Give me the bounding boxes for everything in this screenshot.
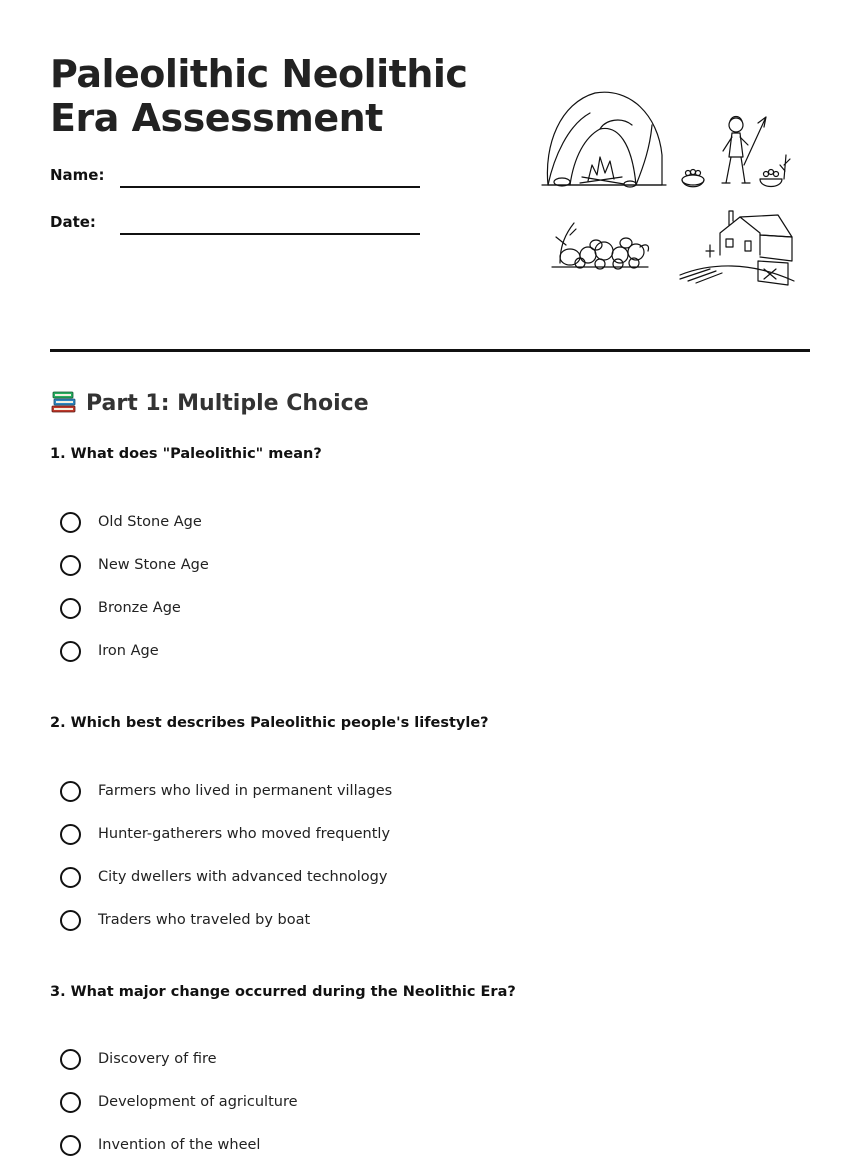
option-label: Hunter-gatherers who moved frequently [98,826,391,842]
hunter-with-spear-illustration [682,117,790,187]
header-illustrations [540,85,810,295]
question-3: 3. What major change occurred during the Neolithic Era? [50,984,516,1000]
question-2: 2. Which best describes Paleolithic people's lifestyle? [50,715,489,731]
option-label: Discovery of fire [98,1051,217,1067]
option-label: Farmers who lived in permanent villages [98,783,393,799]
radio-button[interactable] [60,512,81,533]
radio-button[interactable] [60,1135,81,1156]
harvest-produce-illustration [552,223,649,269]
books-icon [50,387,78,415]
radio-button[interactable] [60,555,81,576]
farmhouse-illustration [680,211,794,285]
radio-button[interactable] [60,1092,81,1113]
option-label: Bronze Age [98,600,181,616]
name-input-line[interactable] [120,186,420,188]
date-label: Date: [50,213,96,231]
radio-button[interactable] [60,1049,81,1070]
header-divider [50,349,810,352]
name-field [50,166,430,196]
radio-button[interactable] [60,641,81,662]
radio-button[interactable] [60,867,81,888]
name-label: Name: [50,166,105,184]
section-title-text: Part 1: Multiple Choice [86,391,369,416]
question-1: 1. What does "Paleolithic" mean? [50,446,322,462]
date-field [50,213,430,243]
option-label: Invention of the wheel [98,1137,261,1153]
option-label: Development of agriculture [98,1094,298,1110]
radio-button[interactable] [60,781,81,802]
option-label: Traders who traveled by boat [98,912,311,928]
option-label: City dwellers with advanced technology [98,869,388,885]
cave-fire-illustration [542,92,666,187]
option-label: Iron Age [98,643,159,659]
radio-button[interactable] [60,598,81,619]
option-label: Old Stone Age [98,514,202,530]
date-input-line[interactable] [120,233,420,235]
section-heading [50,388,369,420]
radio-button[interactable] [60,910,81,931]
option-label: New Stone Age [98,557,209,573]
page-title: Paleolithic Neolithic Era Assessment [50,52,468,140]
radio-button[interactable] [60,824,81,845]
